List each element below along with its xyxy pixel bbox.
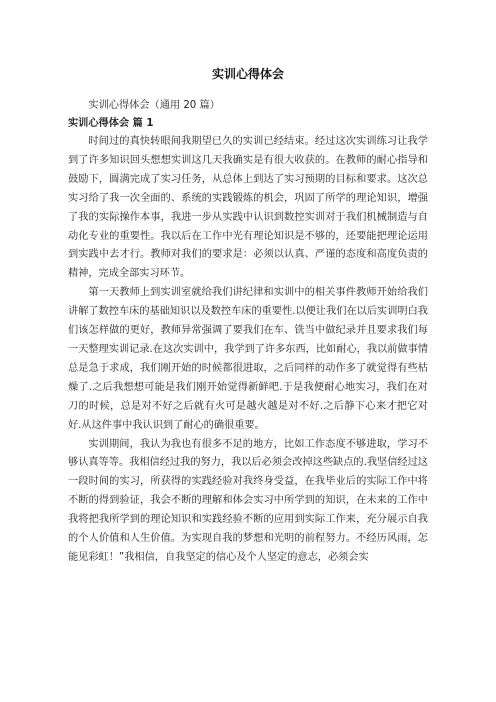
- document-subtitle: 实训心得体会（通用 20 篇）: [88, 100, 220, 111]
- body-paragraph-3: 实训期间，我认为我也有很多不足的地方，比如工作态度不够进取，学习不够认真等等。我相信经过我的努力，我以后必须会改掉这些缺点的.我坚信经过这一段时间的实习，所获得的实践经验对我终身受益，在我毕业后的实际工作中将不断的得到验证，我会不断的理解和体会实习中所学到的知识，在未来的工作中我将把我所学到的理论知识和实践经验不断的应用到实际工作来，充分展示自我的个人价值和人生价值。为实现自我的梦想和光明的前程努力。不经历风雨，怎能见彩虹！”我相信，自我坚定的信心及个人坚定的意志，必须会实: [68, 438, 428, 563]
- body-paragraph-2: 第一天教师上到实训室就给我们讲纪律和实训中的相关事件教师开始给我们讲解了数控车床的基础知识以及数控车床的重要性.以便让我们在以后实训明白我们该怎样做的更好，教师异常强调了要我们在车、铣当中做纪录并且要求我们每一天整理实训记录.在这次实训中，我学到了许多东西，比如耐心，我以前做事情总是急于求成，我们刚开始的时候都很进取，之后同样的动作多了就觉得有些枯燥了.之后我想想可能是我们刚开始觉得新鲜吧.于是我便耐心地实习，我们在对刀的时候，总是对不好之后就有火可是越火越是对不好.之后静下心来才把它对好.从这件事中我认识到了耐心的确很重要。: [68, 287, 428, 431]
- body-paragraph-1: 时间过的真快转眼间我期望已久的实训已经结束。经过这次实训练习让我学到了许多知识回头想想实训这几天我确实是有很大收获的。在教师的耐心指导和鼓励下，圆满完成了实习任务，从总体上到达了实习预期的目标和要求。这次总实习给了我一次全面的、系统的实践锻炼的机会，巩固了所学的理论知识，增强了我的实际操作本事，我进一步从实践中认识到数控实训对于我们机械制造与自动化专业的重要性。我以后在工作中光有理论知识是不够的，还要能把理论运用到实践中去才行。教师对我们的要求是：必须以认真、严谨的态度和高度负责的精神，完成全部实习环节。: [68, 136, 428, 280]
- section-heading: 实训心得体会 篇 1: [68, 118, 154, 129]
- document-title: 实训心得体会: [211, 67, 284, 81]
